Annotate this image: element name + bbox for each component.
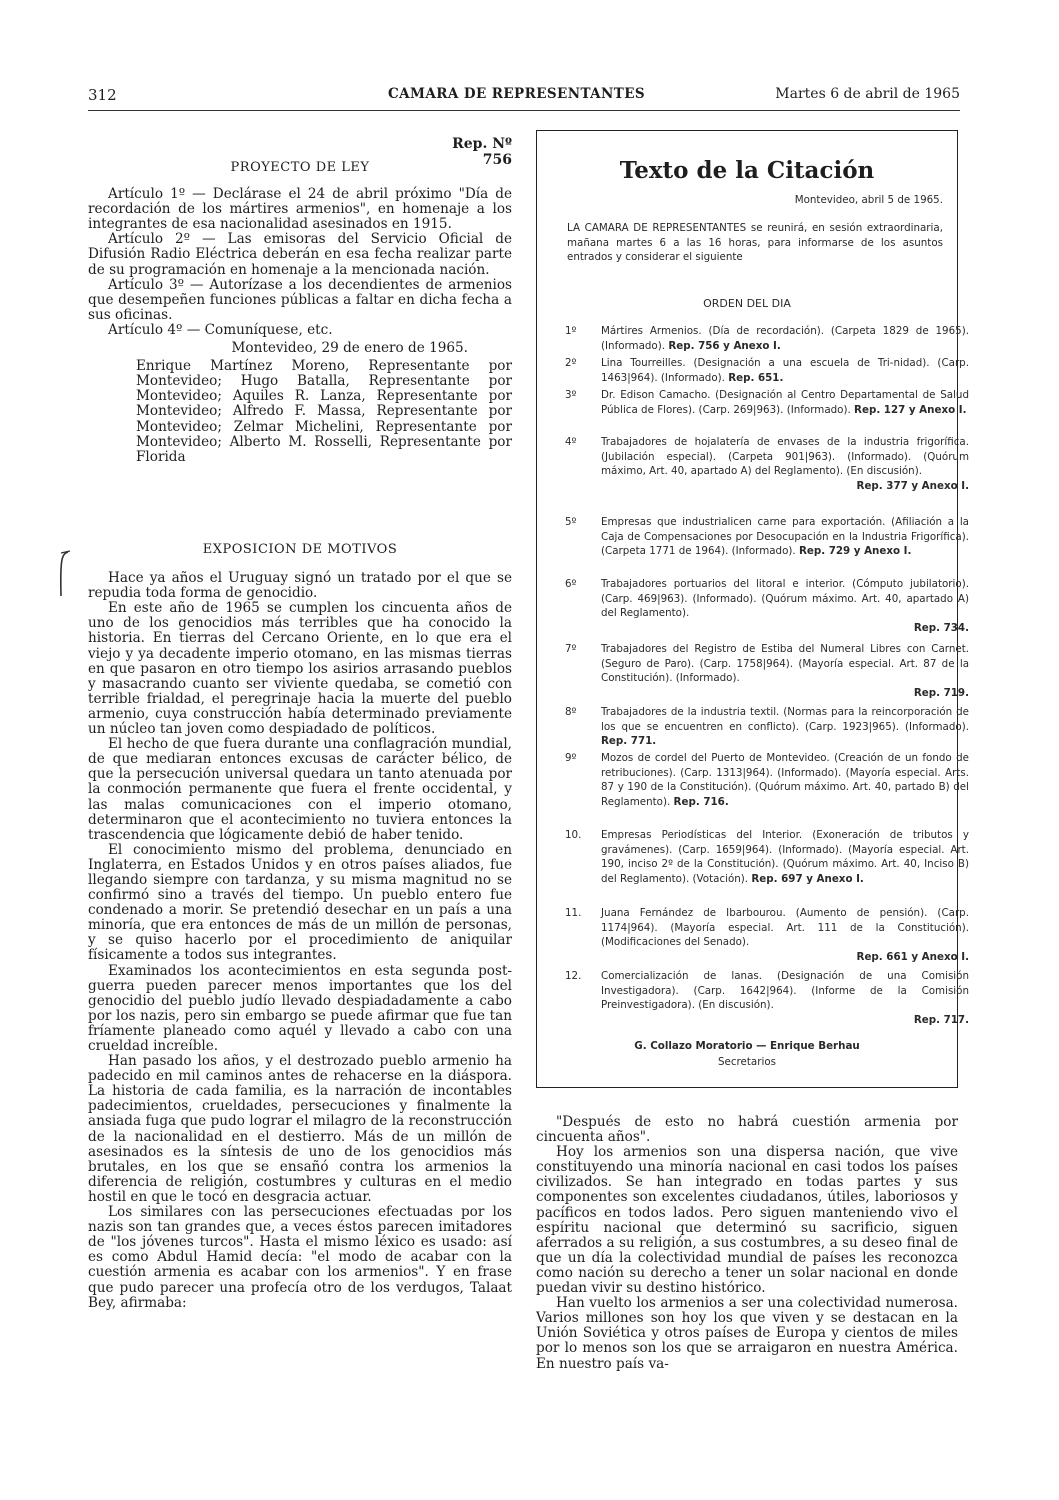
proyecto-section <box>88 160 512 465</box>
citation-date: Montevideo, abril 5 de 1965. <box>794 194 943 206</box>
citation-title: Texto de la Citación <box>619 157 875 184</box>
item-text: Mártires Armenios. (Día de recordación). (Carpeta 1829 de 1965). (Informado). <box>601 325 969 352</box>
article-3: Artículo 3º — Autorízase a los decendientes de armenios que desempeñen funciones públicas a faltar en dicha fecha a sus oficinas. <box>88 276 512 323</box>
item-number: 5º <box>565 516 577 528</box>
item-number: 1º <box>565 325 577 337</box>
paragraph: El hecho de que fuera durante una conflagración mundial, de que mediaran entonces excusas de carácter bélico, de que la persecución universal quedara un tanto atenuada por la conmoción permanente que fuera el frente occidental, y las malas comunicaciones con el imperio otomano, determinaron que el acontecimiento no tuviera entonces la trascendencia que lógicamente debió de haber tenido. <box>88 736 512 843</box>
item-text: Trabajadores de la industria textil. (Normas para la reincorporación de los que se encuentren en conflicto). (Carp. 1923|965). (Informado). <box>601 706 969 733</box>
article-1: Artículo 1º — Declárase el 24 de abril próximo "Día de recordación de los mártires armenios", en homenaje a los integrantes de esa nacionalidad asesinados en 1915. <box>88 186 512 233</box>
item-ref: Rep. 756 y Anexo I. <box>668 339 781 352</box>
item-number: 10. <box>565 829 582 841</box>
paragraph: "Después de esto no habrá cuestión armenia por cincuenta años". <box>536 1114 958 1146</box>
paragraph: El conocimiento mismo del problema, denunciado en Inglaterra, en Estados Unidos y en otros países aliados, fue llegando siempre con tardanza, y su misma magnitud no se confirmó sino a través del tiempo. Un pueblo entero fue condenado a morir. Se pretendió desechar en un país a una minoría, que era entonces de más de un millón de personas, y se quiso hacerlo por el procedimiento de aniquilar físicamente a todos sus integrantes. <box>88 841 512 964</box>
item-text: Empresas que industrialicen carne para exportación. (Afiliación a la Caja de Compensaciones por Desocupación en la Industria Frigorífica). (Carpeta 1771 de 1964). (Informado). <box>601 516 969 557</box>
item-ref: Rep. 719. <box>913 686 969 699</box>
item-number: 7º <box>565 643 577 655</box>
item-text: Trabajadores de hojalatería de envases de la industria frigorífica. (Jubilación especial). (Carpeta 901|963). (Informado). (Quórum máximo, Art. 40, apartado A) del Reglamento). (En discusión). <box>601 436 969 477</box>
citation-signers: G. Collazo Moratorio — Enrique Berhau <box>634 1040 860 1052</box>
item-number: 12. <box>565 970 582 982</box>
margin-mark <box>56 548 72 598</box>
paragraph: Hace ya años el Uruguay signó un tratado por el que se repudia toda forma de genocidio. <box>88 570 512 602</box>
item-text: Empresas Periodísticas del Interior. (Exoneración de tributos y gravámenes). (Carp. 1659|964). (Informado). (Mayoría especial. Art. 190, inciso 2º de la Constitución). (Quórum máximo. Art. 40, Inciso B) del Reglamento). (Votación). <box>601 829 969 885</box>
item-text: Mozos de cordel del Puerto de Montevideo. (Creación de un fondo de retribuciones). (Carp. 1313|964). (Informado). (Mayoría especial. Arts. 87 y 190 de la Constitución). (Quórum máximo. Art. 40, partado B) del Reglamento). <box>601 752 969 808</box>
item-ref: Rep. 771. <box>601 735 657 747</box>
item-text: Trabajadores portuarios del litoral e interior. (Cómputo jubilatorio). (Carp. 469|963). (Informado). (Quórum máximo. Art. 40, apartado A) del Reglamento). <box>601 578 969 619</box>
place-date: Montevideo, 29 de enero de 1965. <box>231 340 468 357</box>
paragraph: Hoy los armenios son una dispersa nación, que vive constituyendo una minoría nacional en casi todos los países civilizados. Se han integrado en todas partes y sus componentes son excelentes ciudadanos, útiles, laboriosos y pacíficos en todos lados. Pero siguen manteniendo vivo el espíritu nacional que determinó su sacrificio, siguen aferrados a su religión, a sus costumbres, a su deseo final de que un día la colectividad mundial de países les reconozca como nación su derecho a tener un solar nacional en donde puedan vivir su destino histórico. <box>536 1144 958 1297</box>
item-text: Trabajadores del Registro de Estiba del Numeral Libres con Carnet. (Seguro de Paro). (Carp. 1758|964). (Mayoría especial. Art. 87 de la Constitución). (Informado). <box>601 643 969 684</box>
paragraph: En este año de 1965 se cumplen los cincuenta años de uno de los genocidios más terribles que ha conocido la historia. En tierras del Cercano Oriente, en lo que era el viejo y ya decadente imperio otomano, en las mismas tierras en que pasaron en otro tiempo los asirios arrasando pueblos y masacrando cuanto ser viviente quedaba, se cometió con terrible frialdad, el peregrinaje hacia la muerte del pueblo armenio, cuya construcción había determinado previamente un núcleo tan joven como despiadado de políticos. <box>88 600 512 738</box>
paragraph: Han vuelto los armenios a ser una colectividad numerosa. Varios millones son hoy los que viven y se destacan en la Unión Soviética y otros países de Europa y cientos de miles por lo menos son los que se arraigaron en nuestra América. En nuestro país va- <box>536 1295 958 1372</box>
signers: Enrique Martínez Moreno, Representante por Montevideo; Hugo Batalla, Representante por Montevideo; Aquiles R. Lanza, Representante por Montevideo; Alfredo F. Massa, Representante por Montevideo; Zelmar Michelini, Representante por Montevideo; Alberto M. Rosselli, Representante por Florida <box>136 358 512 465</box>
item-text: Dr. Edison Camacho. (Designación al Centro Departamental de Salud Pública de Flores). (Carp. 269|963). (Informado). <box>601 389 969 416</box>
item-number: 11. <box>565 907 582 919</box>
citation-box <box>536 130 969 1088</box>
page-number: 312 <box>88 86 117 104</box>
item-text: Lina Tourreilles. (Designación a una escuela de Tri-nidad). (Carp. 1463|964). (Informado). <box>601 357 969 384</box>
item-ref: Rep. 651. <box>728 371 784 384</box>
paragraph: Examinados los acontecimientos en esta segunda post-guerra pueden parecer menos importantes que los del genocidio del pueblo judío llevado despiadadamente a cabo por los nazis, pero sin embargo se puede afirmar que fue tan fríamente planeado como aquél y llevado a cabo con una crueldad increíble. <box>88 962 512 1054</box>
item-number: 9º <box>565 752 577 764</box>
item-ref: Rep. 734. <box>913 621 969 634</box>
item-number: 3º <box>565 389 577 401</box>
item-number: 2º <box>565 357 577 369</box>
header-rule <box>88 110 960 111</box>
article-2: Artículo 2º — Las emisoras del Servicio Oficial de Difusión Radio Eléctrica deberán en esa fecha realizar parte de su programación en homenaje a la mencionada nación. <box>88 231 512 278</box>
continuation-text <box>536 1115 958 1372</box>
citation-intro: LA CAMARA DE REPRESENTANTES se reunirá, en sesión extraordinaria, mañana martes 6 a las 16 horas, para informarse de los asuntos entrados y considerar el siguiente <box>567 222 943 263</box>
item-ref: Rep. 716. <box>673 795 729 808</box>
page-header <box>88 86 960 106</box>
item-text: Juana Fernández de Ibarbourou. (Aumento de pensión). (Carp. 1174|964). (Mayoría especial. Art. 111 de la Constitución). (Modificaciones del Senado). <box>601 907 969 948</box>
publication-title: CAMARA DE REPRESENTANTES <box>388 86 646 102</box>
item-number: 6º <box>565 578 577 590</box>
item-ref: Rep. 377 y Anexo I. <box>856 479 969 492</box>
paragraph: Los similares con las persecuciones efectuadas por los nazis son tan grandes que, a veces éstos parecen imitadores de "los jóvenes turcos". Hasta el mismo léxico es usado: así es como Abdul Hamid decía: "el modo de acabar con la cuestión armenia es acabar con los armenios". Y en frase que pudo parecer una profecía otro de los verdugos, Talaat Bey, afirmaba: <box>88 1204 512 1311</box>
item-ref: Rep. 697 y Anexo I. <box>751 872 864 885</box>
item-ref: Rep. 729 y Anexo I. <box>798 545 912 557</box>
item-number: 4º <box>565 436 577 448</box>
exposicion-title: EXPOSICION DE MOTIVOS <box>202 542 398 557</box>
item-text: Comercialización de lanas. (Designación de una Comisión Investigadora). (Carp. 1642|964). (Informe de la Comisión Preinvestigadora). (En discusión). <box>601 970 969 1011</box>
proyecto-title: PROYECTO DE LEY <box>230 160 370 175</box>
item-ref: Rep. 127 y Anexo I. <box>854 403 967 416</box>
article-4: Artículo 4º — Comuníquese, etc. <box>108 321 333 338</box>
orden-title: ORDEN DEL DIA <box>703 297 791 310</box>
exposicion-section <box>88 542 512 1311</box>
rep-reference: Rep. Nº 756 <box>452 136 512 168</box>
citation-signers-role: Secretarios <box>718 1056 776 1068</box>
paragraph: Han pasado los años, y el destrozado pueblo armenio ha padecido en mil caminos antes de rehacerse en la diáspora. La historia de cada familia, es la narración de incontables padecimientos, crueldades, persecuciones y finalmente la ansiada fuga que pudo lograr el milagro de la reconstrucción de la nacionalidad en el destierro. Más de un millón de asesinados es la síntesis de uno de los genocidios más brutales, en los que se ensañó contra los armenios la diferencia de religión, costumbres y culturas en el medio hostil en que le tocó en desgracia actuar. <box>88 1053 512 1205</box>
item-number: 8º <box>565 706 577 718</box>
issue-date: Martes 6 de abril de 1965 <box>775 86 960 102</box>
item-ref: Rep. 717. <box>913 1013 969 1026</box>
item-ref: Rep. 661 y Anexo I. <box>856 950 969 963</box>
